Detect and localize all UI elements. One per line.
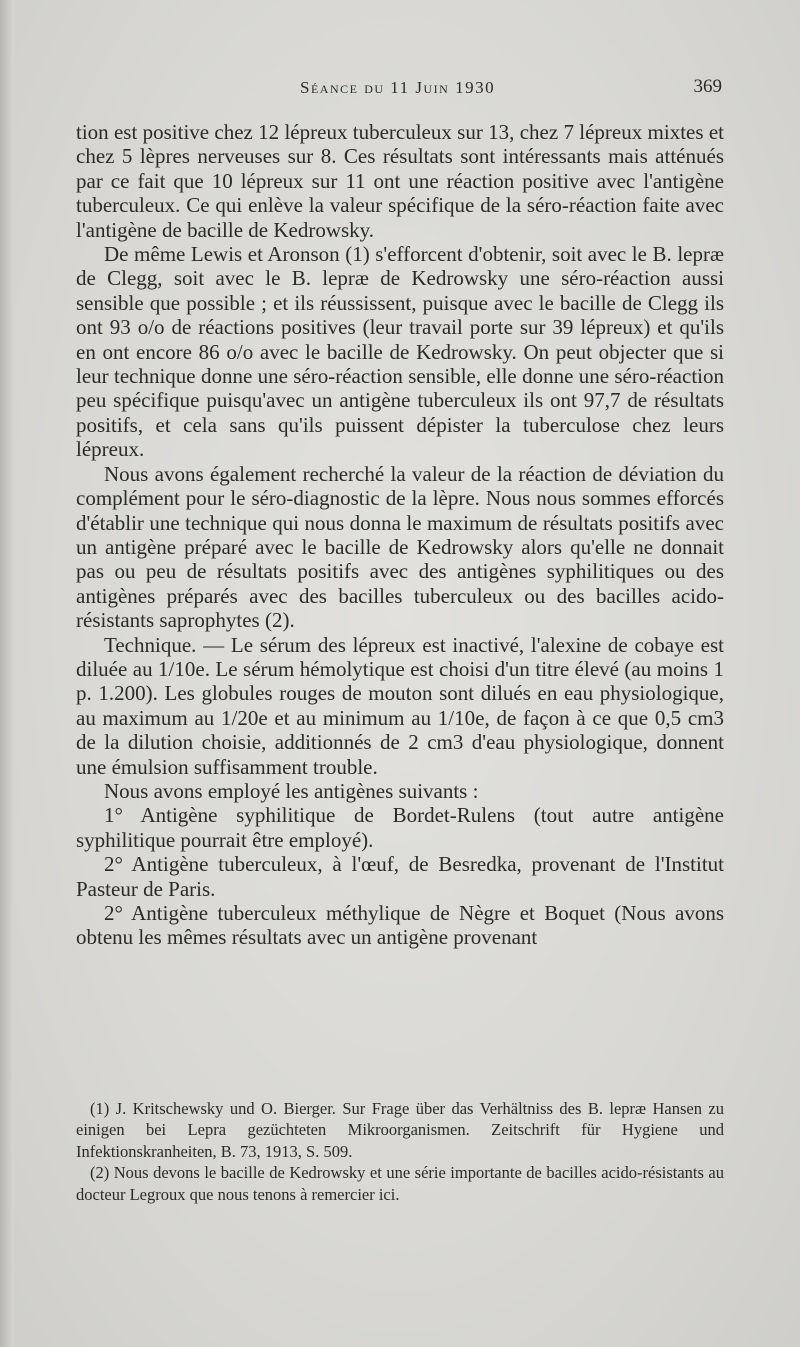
running-header: Séance du 11 Juin 1930 [300, 78, 496, 97]
list-item-antigen-1: 1° Antigène syphilitique de Bordet-Rulens (tout autre antigène syphilitique pourrait être employé). [76, 803, 724, 852]
footnote-2: (2) Nous devons le bacille de Kedrowsky et une série importante de bacilles acido-résistants au docteur Legroux que nous tenons à remercier ici. [76, 1163, 724, 1204]
page-gutter-shadow [0, 0, 14, 1347]
page-number: 369 [693, 76, 722, 97]
list-item-antigen-2: 2° Antigène tuberculeux, à l'œuf, de Besredka, provenant de l'Institut Pasteur de Paris. [76, 852, 724, 901]
paragraph-3: Nous avons également recherché la valeur de la réaction de déviation du complément pour le séro-diagnostic de la lèpre. Nous nous sommes efforcés d'établir une technique qui nous donna le maximum de résultats positifs avec un antigène préparé avec le bacille de Kedrowsky alors qu'elle ne donnait pas ou peu de résultats positifs avec des antigènes syphilitiques ou des antigènes préparés avec des bacilles tuberculeux ou des bacilles acido-résistants saprophytes (2). [76, 461, 724, 633]
paragraph-1: tion est positive chez 12 lépreux tuberculeux sur 13, chez 7 lépreux mixtes et chez 5 lèpres nerveuses sur 8. Ces résultats sont intéressants mais atténués par ce fait que 10 lépreux sur 11 ont une réaction positive avec l'antigène tuberculeux. Ce qui enlève la valeur spécifique de la séro-réaction faite avec l'antigène de bacille de Kedrowsky. [76, 120, 724, 242]
main-text [76, 120, 724, 950]
paragraph-2: De même Lewis et Aronson (1) s'efforcent d'obtenir, soit avec le B. lepræ de Clegg, soit avec le B. lepræ de Kedrowsky une séro-réaction aussi sensible que possible ; et ils réussissent, puisque avec le bacille de Clegg ils ont 93 o/o de réactions positives (leur travail porte sur 39 lépreux) et qu'ils en ont encore 86 o/o avec le bacille de Kedrowsky. On peut objecter que si leur technique donne une séro-réaction sensible, elle donne une séro-réaction peu spécifique puisqu'avec un antigène tuberculeux ils ont 97,7 de résultats positifs, et cela sans qu'ils puissent dépister la tuberculose chez leurs lépreux. [76, 242, 724, 462]
footnotes [76, 1098, 724, 1205]
paragraph-technique: Technique. — Le sérum des lépreux est inactivé, l'alexine de cobaye est diluée au 1/10e. Le sérum hémolytique est choisi d'un titre élevé (au moins 1 p. 1.200). Les globules rouges de mouton sont dilués en eau physiologique, au maximum au 1/20e et au minimum au 1/10e, de façon à ce que 0,5 cm3 de la dilution choisie, additionnés de 2 cm3 d'eau physiologique, donnent une émulsion suffisamment trouble. [76, 632, 724, 779]
paragraph-5: Nous avons employé les antigènes suivants : [104, 778, 479, 803]
footnote-1: (1) J. Kritschewsky und O. Bierger. Sur Frage über das Verhältniss des B. lepræ Hansen zu einigen bei Lepra gezüchteten Mikroorganismen. Zeitschrift für Hygiene und Infektionskranheiten, B. 73, 1913, S. 509. [76, 1099, 724, 1161]
list-item-antigen-3: 2° Antigène tuberculeux méthylique de Nègre et Boquet (Nous avons obtenu les mêmes résultats avec un antigène provenant [76, 901, 724, 950]
